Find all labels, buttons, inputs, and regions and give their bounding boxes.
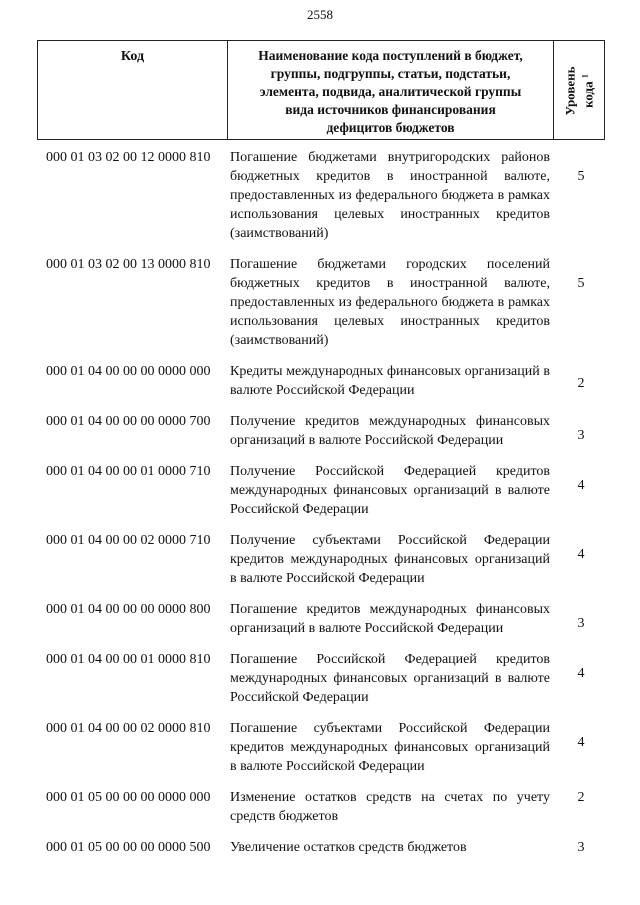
row-code: 000 01 04 00 00 01 0000 810 [46,652,211,667]
header-name-line: дефицитов бюджетов [326,120,455,135]
header-name [228,47,553,137]
row-level: 5 [577,276,585,291]
row-code: 000 01 05 00 00 00 0000 500 [46,840,211,855]
row-name: Погашение кредитов международных финансовых организаций в валюте Российской Федерации [230,602,550,636]
row-code: 000 01 05 00 00 00 0000 000 [46,790,211,805]
row-name: Изменение остатков средств на счетах по учету средств бюджетов [230,790,550,824]
row-name: Погашение Российской Федерацией кредитов международных финансовых организаций в валюте Российской Федерации [230,652,550,705]
row-level: 4 [577,735,585,750]
row-level: 5 [577,169,585,184]
table-row [0,838,640,857]
row-code: 000 01 03 02 00 13 0000 810 [46,257,211,272]
row-name: Получение субъектами Российской Федерации кредитов международных финансовых организаций в валюте Российской Федерации [230,533,550,586]
table-header [37,40,605,140]
row-level: 4 [577,547,585,562]
header-level-line1: Уровень [562,66,578,116]
row-name: Погашение бюджетами внутригородских районов бюджетных кредитов в иностранной валюте, предоставленных из федерального бюджета в рамках использования целевых иностранных кредитов (заимствований) [230,150,550,241]
row-level: 4 [577,478,585,493]
row-name: Кредиты международных финансовых организаций в валюте Российской Федерации [230,364,550,398]
header-level-footnote: 1 [580,74,590,79]
row-name: Получение Российской Федерацией кредитов международных финансовых организаций в валюте Российской Федерации [230,464,550,517]
page-number: 2558 [307,7,333,22]
row-code: 000 01 04 00 00 01 0000 710 [46,464,211,479]
header-level [553,41,606,141]
row-code: 000 01 04 00 00 02 0000 810 [46,721,211,736]
header-level-line2: кода [580,81,596,108]
row-code: 000 01 04 00 00 00 0000 700 [46,414,211,429]
table-row [0,412,640,450]
table-row [0,362,640,400]
table-body [0,148,640,857]
table-row [0,719,640,776]
row-name: Погашение бюджетами городских поселений бюджетных кредитов в иностранной валюте, предоставленных из федерального бюджета в рамках использования целевых иностранных кредитов (заимствований) [230,257,550,348]
row-code: 000 01 03 02 00 12 0000 810 [46,150,211,165]
table-row [0,531,640,588]
row-name: Увеличение остатков средств бюджетов [230,840,467,855]
table-row [0,462,640,519]
row-name: Погашение субъектами Российской Федерации кредитов международных финансовых организаций в валюте Российской Федерации [230,721,550,774]
row-level: 4 [577,666,585,681]
header-name-line: вида источников финансирования [285,102,496,117]
table-row [0,600,640,638]
row-code: 000 01 04 00 00 00 0000 800 [46,602,211,617]
row-code: 000 01 04 00 00 02 0000 710 [46,533,211,548]
table-row [0,650,640,707]
table-row [0,255,640,350]
header-name-line: Наименование кода поступлений в бюджет, [258,48,523,63]
header-name-line: элемента, подвида, аналитической группы [259,84,522,99]
row-code: 000 01 04 00 00 00 0000 000 [46,364,211,379]
row-level: 3 [577,616,585,631]
row-level: 2 [577,790,585,805]
row-level: 3 [577,428,585,443]
row-level: 3 [577,840,585,855]
table-row [0,788,640,826]
row-level: 2 [577,376,585,391]
header-code: Код [120,49,145,64]
row-name: Получение кредитов международных финансовых организаций в валюте Российской Федерации [230,414,550,448]
table-row [0,148,640,243]
header-name-line: группы, подгруппы, статьи, подстатьи, [270,66,511,81]
